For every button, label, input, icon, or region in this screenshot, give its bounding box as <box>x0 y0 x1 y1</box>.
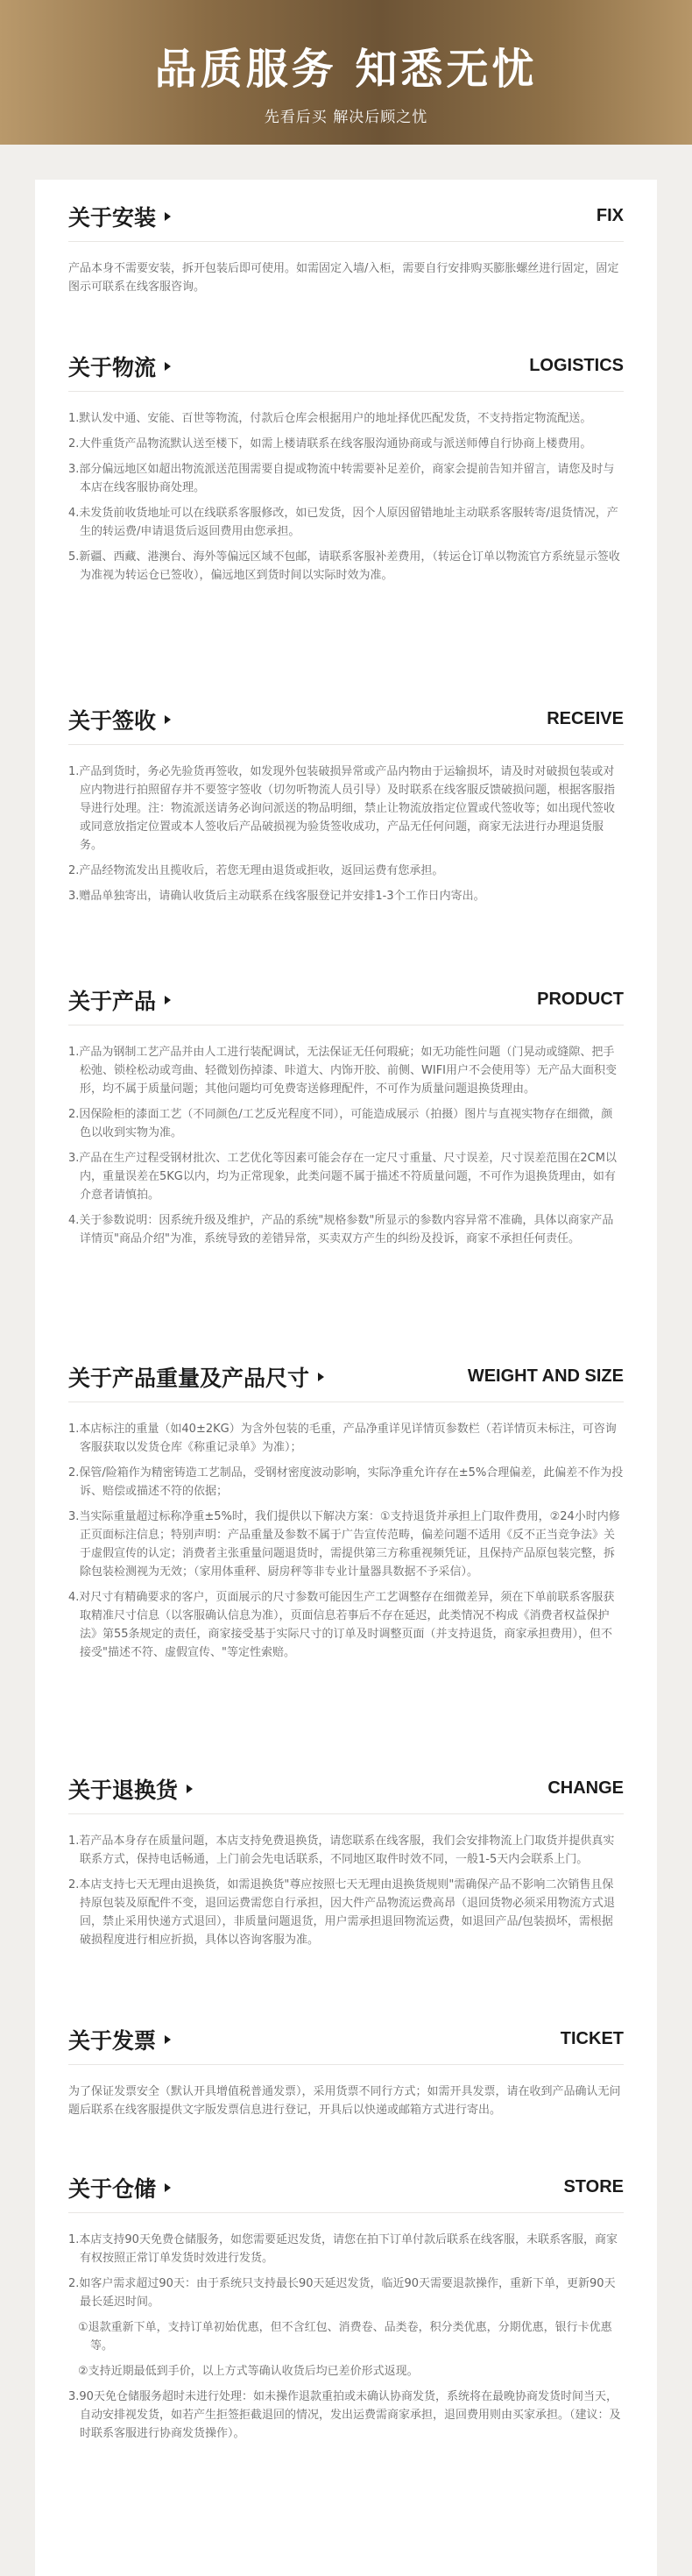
section-title: 关于退换货 <box>68 1773 193 1805</box>
section-title: 关于发票 <box>68 2024 171 2055</box>
section-header <box>68 1354 624 1402</box>
section-paragraph: 1.产品为钢制工艺产品并由人工进行装配调试，无法保证无任何瑕疵；如无功能性问题（门晃动或缝隙、把手松弛、锁栓松动或弯曲、轻微划伤掉漆、咔道大、内饰开胶、前侧、WIFI用户不会使用等）无产品大面积变形，均不属于质量问题；其他问题均可免费寄送修理配件，不可作为质量问题退换货理由。 <box>68 1046 618 1096</box>
section-title-en: CHANGE <box>547 1778 624 1798</box>
section-title-en: PRODUCT <box>537 990 624 1009</box>
play-arrow-icon <box>165 715 171 724</box>
section-product <box>68 977 624 1255</box>
section-paragraph: 3.当实际重量超过标称净重±5%时，我们提供以下解决方案：①支持退货并承担上门取件费用，②24小时内修正页面标注信息；特别声明：产品重量及参数不属于广告宣传范畴，偏差问题不适用《反不正当竞争法》关于虚假宣传的认定；消费者主张重量问题退货时，需提供第三方称重视频凭证，且保持产品原包装完整，拆除包装检测视为无效；（家用体重秤、厨房秤等非专业计量器具数据不予采信）。 <box>68 1510 620 1579</box>
section-ticket <box>68 2017 624 2126</box>
banner-subtitle: 先看后买 解决后顾之忧 <box>264 109 428 126</box>
section-title: 关于产品重量及产品尺寸 <box>68 1361 324 1393</box>
section-title-en: STORE <box>563 2177 624 2196</box>
section-title-en: WEIGHT AND SIZE <box>467 1366 624 1386</box>
section-install <box>68 194 624 303</box>
section-title-en: LOGISTICS <box>529 356 624 375</box>
section-paragraph: 产品本身不需要安装，拆开包装后即可使用。如需固定入墙/入柜，需要自行安排购买膨胀螺丝进行固定，固定图示可联系在线客服咨询。 <box>68 262 619 294</box>
section-store <box>68 2165 624 2450</box>
play-arrow-icon <box>165 362 171 371</box>
section-subitem: ②支持近期最低到手价，以上方式等确认收货后均已差价形式返现。 <box>78 2365 419 2378</box>
section-receive <box>68 697 624 912</box>
section-paragraph: 为了保证发票安全（默认开具增值税普通发票），采用货票不同行方式；如需开具发票，请在收到产品确认无问题后联系在线客服提供文字版发票信息进行登记，开具后以快递或邮箱方式进行寄出。 <box>68 2085 621 2117</box>
section-paragraph: 2.大件重货产品物流默认送至楼下，如需上楼请联系在线客服沟通协商或与派送师傅自行协商上楼费用。 <box>68 437 592 451</box>
play-arrow-icon <box>165 2183 171 2192</box>
play-arrow-icon <box>165 212 171 221</box>
section-paragraph: 3.产品在生产过程受钢材批次、工艺优化等因素可能会存在一定尺寸重量、尺寸误差，尺寸误差范围在2CM以内，重量误差在5KG以内，均为正常现象，此类问题不属于描述不符质量问题，不可作为退换货理由，如有介意者请慎拍。 <box>68 1152 617 1202</box>
section-paragraph: 2.因保险柜的漆面工艺（不同颜色/工艺反光程度不同），可能造成展示（拍摄）图片与直视实物存在细微，颜色以收到实物为准。 <box>68 1108 613 1139</box>
section-paragraph: 3.90天免仓储服务超时未进行处理：如未操作退款重拍或未确认协商发货，系统将在最晚协商发货时间当天，自动安排视发货，如若产生拒签拒截退回的情况，发出运费需商家承担，退回费用则由买家承担。（建议：及时联系客服进行协商发货操作）。 <box>68 2390 621 2440</box>
section-header <box>68 2017 624 2065</box>
section-header <box>68 194 624 242</box>
section-title: 关于物流 <box>68 351 171 382</box>
section-title: 关于安装 <box>68 201 171 232</box>
play-arrow-icon <box>165 996 171 1004</box>
section-paragraph: 4.对尺寸有精确要求的客户，页面展示的尺寸参数可能因生产工艺调整存在细微差异，须在下单前联系客服获取精准尺寸信息（以客服确认信息为准），页面信息若事后不存在延迟，此类情况不构成《消费者权益保护法》第55条规定的责任，商家接受基于实际尺寸的订单及时调整页面（并支持退货，商家承担费用），但不接受"描述不符、虚假宣传、"等定性索赔。 <box>68 1591 615 1659</box>
section-paragraph: 1.本店支持90天免费仓储服务，如您需要延迟发货，请您在拍下订单付款后联系在线客服，未联系客服，商家有权按照正常订单发货时效进行发货。 <box>68 2233 618 2265</box>
section-title: 关于签收 <box>68 704 171 735</box>
section-paragraph: 3.赠品单独寄出，请确认收货后主动联系在线客服登记并安排1-3个工作日内寄出。 <box>68 890 485 903</box>
section-paragraph: 4.关于参数说明：因系统升级及维护，产品的系统"规格参数"所显示的参数内容异常不准确，具体以商家产品详情页"商品介绍"为准，系统导致的差错异常，买卖双方产生的纠纷及投诉，商家不承担任何责任。 <box>68 1214 614 1245</box>
section-paragraph: 3.部分偏远地区如超出物流派送范围需要自提或物流中转需要补足差价，商家会提前告知并留言，请您及时与本店在线客服协商处理。 <box>68 463 615 494</box>
section-paragraph: 2.如客户需求超过90天：由于系统只支持最长90天延迟发货，临近90天需要退款操作，重新下单，更新90天最长延迟时间。 <box>68 2277 616 2309</box>
section-header <box>68 1766 624 1814</box>
section-title-en: RECEIVE <box>547 709 624 728</box>
section-paragraph: 5.新疆、西藏、港澳台、海外等偏远区域不包邮，请联系客服补差费用，（转运仓订单以物流官方系统显示签收为准视为转运仓已签收），偏远地区到货时间以实际时效为准。 <box>68 550 620 582</box>
section-title: 关于仓储 <box>68 2172 171 2203</box>
info-card <box>35 180 657 2576</box>
section-title: 关于产品 <box>68 984 171 1016</box>
section-weight-size <box>68 1354 624 1669</box>
header-banner <box>0 0 692 145</box>
section-change <box>68 1766 624 1956</box>
play-arrow-icon <box>165 2035 171 2044</box>
play-arrow-icon <box>187 1785 193 1793</box>
section-header <box>68 2165 624 2213</box>
section-paragraph: 1.本店标注的重量（如40±2KG）为含外包装的毛重，产品净重详见详情页参数栏（若详情页未标注，可咨询客服获取以发货仓库《称重记录单》为准）； <box>68 1423 617 1454</box>
section-paragraph: 1.产品到货时，务必先验货再签收，如发现外包装破损异常或产品内物由于运输损坏，请及时对破损包装或对应内物进行拍照留存并不要签字签收（切勿听物流人员引导）及时联系在线客服反馈破损问题，根据客服指导进行处理。注：物流派送请务必询问派送的物品明细，禁止让物流放指定位置或代签收等；如出现代签收或同意放指定位置或本人签收后产品破损视为验货签收成功，产品无任何问题，商家无法进行办理退货服务。 <box>68 765 616 852</box>
section-subitem: ①退款重新下单，支持订单初始优惠，但不含红包、消费卷、品类卷，积分类优惠，分期优惠，银行卡优惠等。 <box>78 2321 612 2352</box>
section-paragraph: 4.未发货前收货地址可以在线联系客服修改，如已发货，因个人原因留错地址主动联系客服转寄/退货情况，产生的转运费/申请退货后返回费用由您承担。 <box>68 507 618 538</box>
section-title-en: TICKET <box>560 2029 624 2048</box>
section-title-en: FIX <box>596 206 624 225</box>
section-paragraph: 2.本店支持七天无理由退换货，如需退换货"尊应按照七天无理由退换货规则"需确保产品不影响二次销售且保持原包装及原配件不变，退回运费需您自行承担，因大件产品物流运费高昂（退回货物必须采用物流方式退回，禁止采用快递方式退回），非质量问题退货，用户需承担退回物流运费，如退回产品/包装损坏，需根据破损程度进行相应折损，具体以咨询客服为准。 <box>68 1878 616 1947</box>
section-logistics <box>68 344 624 592</box>
section-paragraph: 2.保管/险箱作为精密铸造工艺制品，受钢材密度波动影响，实际净重允许存在±5%合理偏差，此偏差不作为投诉、赔偿或描述不符的依据； <box>68 1466 624 1498</box>
section-paragraph: 1.若产品本身存在质量问题，本店支持免费退换货，请您联系在线客服，我们会安排物流上门取货并提供真实联系方式，保持电话畅通，上门前会先电话联系，不同地区取件时效不同，一般1-5天内会联系上门。 <box>68 1834 615 1866</box>
section-paragraph: 1.默认发中通、安能、百世等物流，付款后仓库会根据用户的地址择优匹配发货，不支持指定物流配送。 <box>68 412 592 425</box>
section-header <box>68 697 624 745</box>
section-header <box>68 977 624 1025</box>
section-header <box>68 344 624 392</box>
play-arrow-icon <box>318 1373 324 1381</box>
section-paragraph: 2.产品经物流发出且揽收后，若您无理由退货或拒收，返回运费有您承担。 <box>68 864 444 877</box>
banner-title: 品质服务 知悉无忧 <box>154 45 538 94</box>
